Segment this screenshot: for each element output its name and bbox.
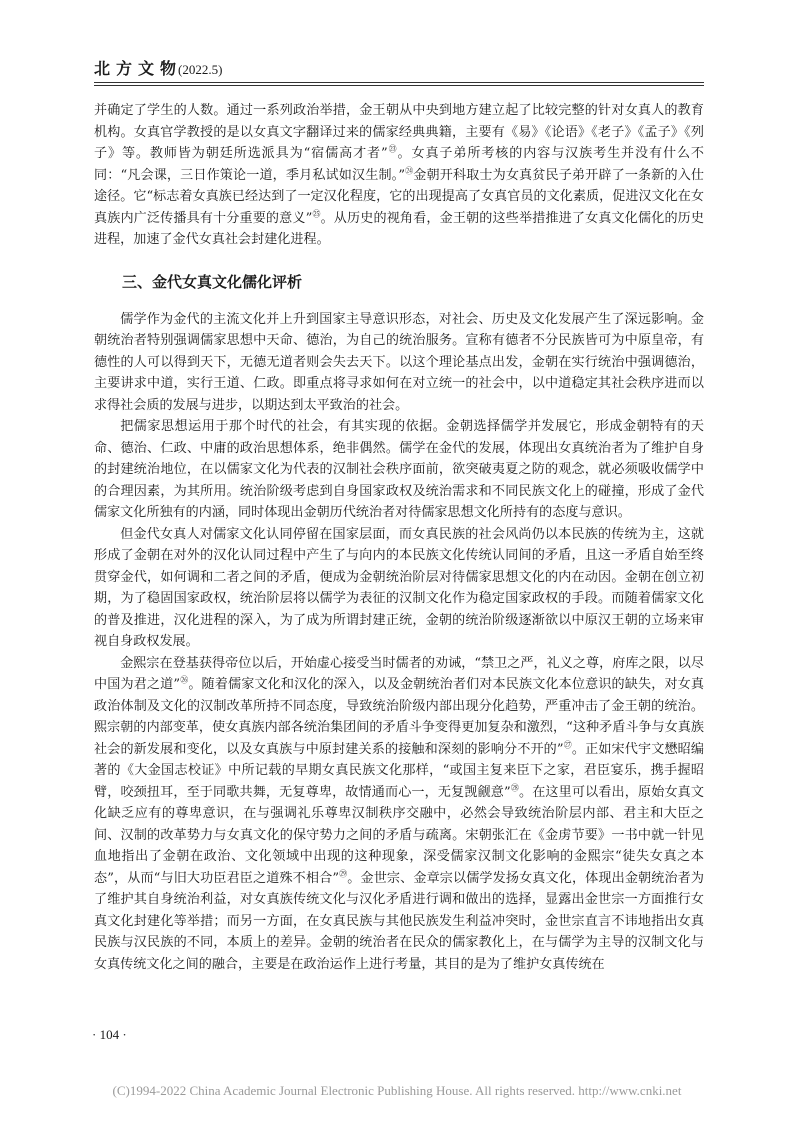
page-number: · 104 ·	[92, 1027, 127, 1042]
footnote-ref: ㉓	[387, 144, 398, 154]
header-rule	[94, 82, 704, 83]
paragraph-2: 儒学作为金代的主流文化并上升到国家主导意识形态，对社会、历史及文化发展产生了深远影响。金朝统治者特别强调儒家思想中天命、德治，为自己的统治服务。宣称有德者不分民族皆可为中原皇帝，有德性的人可以得到天下，无德无道者则会失去天下。以这个理论基点出发，金朝在实行统治中强调德治，主要讲求中道，实行王道、仁政。即重点将寻求如何在对立统一的社会中，以中道稳定其社会秩序进而以求得社会质的发展与进步，以期达到太平致治的社会。	[94, 311, 704, 413]
paragraph-4: 但金代女真人对儒家文化认同停留在国家层面，而女真民族的社会风尚仍以本民族的传统为主，这就形成了金朝在对外的汉化认同过程中产生了与向内的本民族文化传统认同间的矛盾，且这一矛盾自始至终贯穿金代，如何调和二者之间的矛盾，便成为金朝统治阶层对待儒家思想文化的内在动因。金朝在创立初期，为了稳固国家政权，统治阶层将以儒学为表征的汉制文化作为稳定国家政权的手段。而随着儒家文化的普及推进，汉化进程的深入，为了成为所谓封建正统，金朝的统治阶级逐渐欲以中原汉王朝的立场来审视自身政权发展。	[94, 526, 704, 649]
footnote-ref: ㉙	[339, 869, 348, 879]
article-body	[94, 100, 704, 975]
paragraph-5: 金熙宗在登基获得帝位以后，开始虚心接受当时儒者的劝诫，“禁卫之严，礼义之尊，府库之限，以尽中国为君之道”$^㉖$。随着儒家文化和汉化的深入，以及金朝统治者们对本民族文化本位意识的缺失，对女真政治体制及文化的汉制改革所持不同态度，导致统治阶级内部出现分化趋势，严重冲击了金王朝的统治。熙宗朝的内部变革，使女真族内部各统治集团间的矛盾斗争变得更加复杂和激烈，“这种矛盾斗争与女真族社会的新发展和变化，以及女真族与中原封建关系的接触和深刻的影响分不开的”$^㉗$。正如宋代宇文懋昭编著的《大金国志校证》中所记载的早期女真民族文化那样，“或国主复来臣下之家，君臣宴乐，携手握昭臂，咬颈扭耳，至于同歌共舞，无复尊卑，故情通而心一，无复觊觎意”$^㉘$。在这里可以看出，原始女真文化缺乏应有的尊卑意识，在与强调礼乐尊卑汉制秩序交融中，必然会导致统治阶层内部、君主和大臣之间、汉制的改革势力与女真文化的保守势力之间的矛盾与疏离。宋朝张汇在《金虏节要》一书中就一针见血地指出了金朝在政治、文化领域中出现的这种现象，深受儒家汉制文化影响的金熙宗“徒失女真之本态”，从而“与旧大功臣君臣之道殊不相合”$^㉙$。金世宗、金章宗以儒学发扬女真文化，体现出金朝统治者为了维护其自身统治利益，对女真族传统文化与汉化矛盾进行调和做出的选择，显露出金世宗一方面推行女真文化封建化等举措；而另一方面，在女真民族与其他民族发生利益冲突时，金世宗直言不讳地指出女真民族与汉民族的不同，本质上的差异。金朝的统治者在民众的儒家教化上，在与儒学为主导的汉制文化与女真传统文化之间的融合，主要是在政治运作上进行考量，其目的是为了维护女真传统在	[94, 655, 705, 972]
paragraph-1: 并确定了学生的人数。通过一系列政治举措，金王朝从中央到地方建立起了比较完整的针对女真人的教育机构。女真官学教授的是以女真文字翻译过来的儒家经典典籍，主要有《易》《论语》《老子》《孟子》《列子》等。教师皆为朝廷所选派具为“宿儒高才者”$^㉓$。女真子弟所考核的内容与汉族考生并没有什么不同：“凡会课，三日作策论一道，季月私试如汉生制。”$^㉔$金朝开科取士为女真贫民子弟开辟了一条新的入仕途径。它“标志着女真族已经达到了一定汉化程度，它的出现提高了女真官员的文化素质，促进汉文化在女真族内广泛传播具有十分重要的意义”$^㉕$。从历史的视角看，金王朝的这些举措推进了女真文化儒化的历史进程，加速了金代女真社会封建化进程。	[94, 103, 705, 247]
footnote-ref: ㉕	[312, 209, 321, 219]
footnote-ref: ㉗	[563, 740, 572, 750]
copyright-footer: (C)1994-2022 China Academic Journal Electronic Publishing House. All rights reserved. http://www.cnki.net	[112, 1083, 682, 1098]
journal-title: 北方文物	[94, 59, 183, 78]
running-header	[94, 56, 222, 79]
footnote-ref: ㉖	[180, 675, 189, 685]
footnote-ref: ㉘	[510, 783, 519, 793]
section-heading: 三、金代女真文化儒化评析	[122, 272, 303, 291]
footnote-ref: ㉔	[405, 166, 414, 176]
header-rule-thin	[94, 85, 704, 86]
journal-issue: (2022.5)	[178, 62, 223, 77]
paragraph-3: 把儒家思想运用于那个时代的社会，有其实现的依据。金朝选择儒学并发展它，形成金朝特有的天命、德治、仁政、中庸的政治思想体系，绝非偶然。儒学在金代的发展，体现出女真统治者为了维护自身的封建统治地位，在以儒家文化为代表的汉制社会秩序面前，欲突破夷夏之防的观念，就必须吸收儒学中的合理因素，为其所用。统治阶级考虑到自身国家政权及统治需求和不同民族文化上的碰撞，形成了金代儒家文化所独有的内涵，同时体现出金朝历代统治者对待儒家思想文化所持有的态度与意识。	[94, 419, 704, 520]
